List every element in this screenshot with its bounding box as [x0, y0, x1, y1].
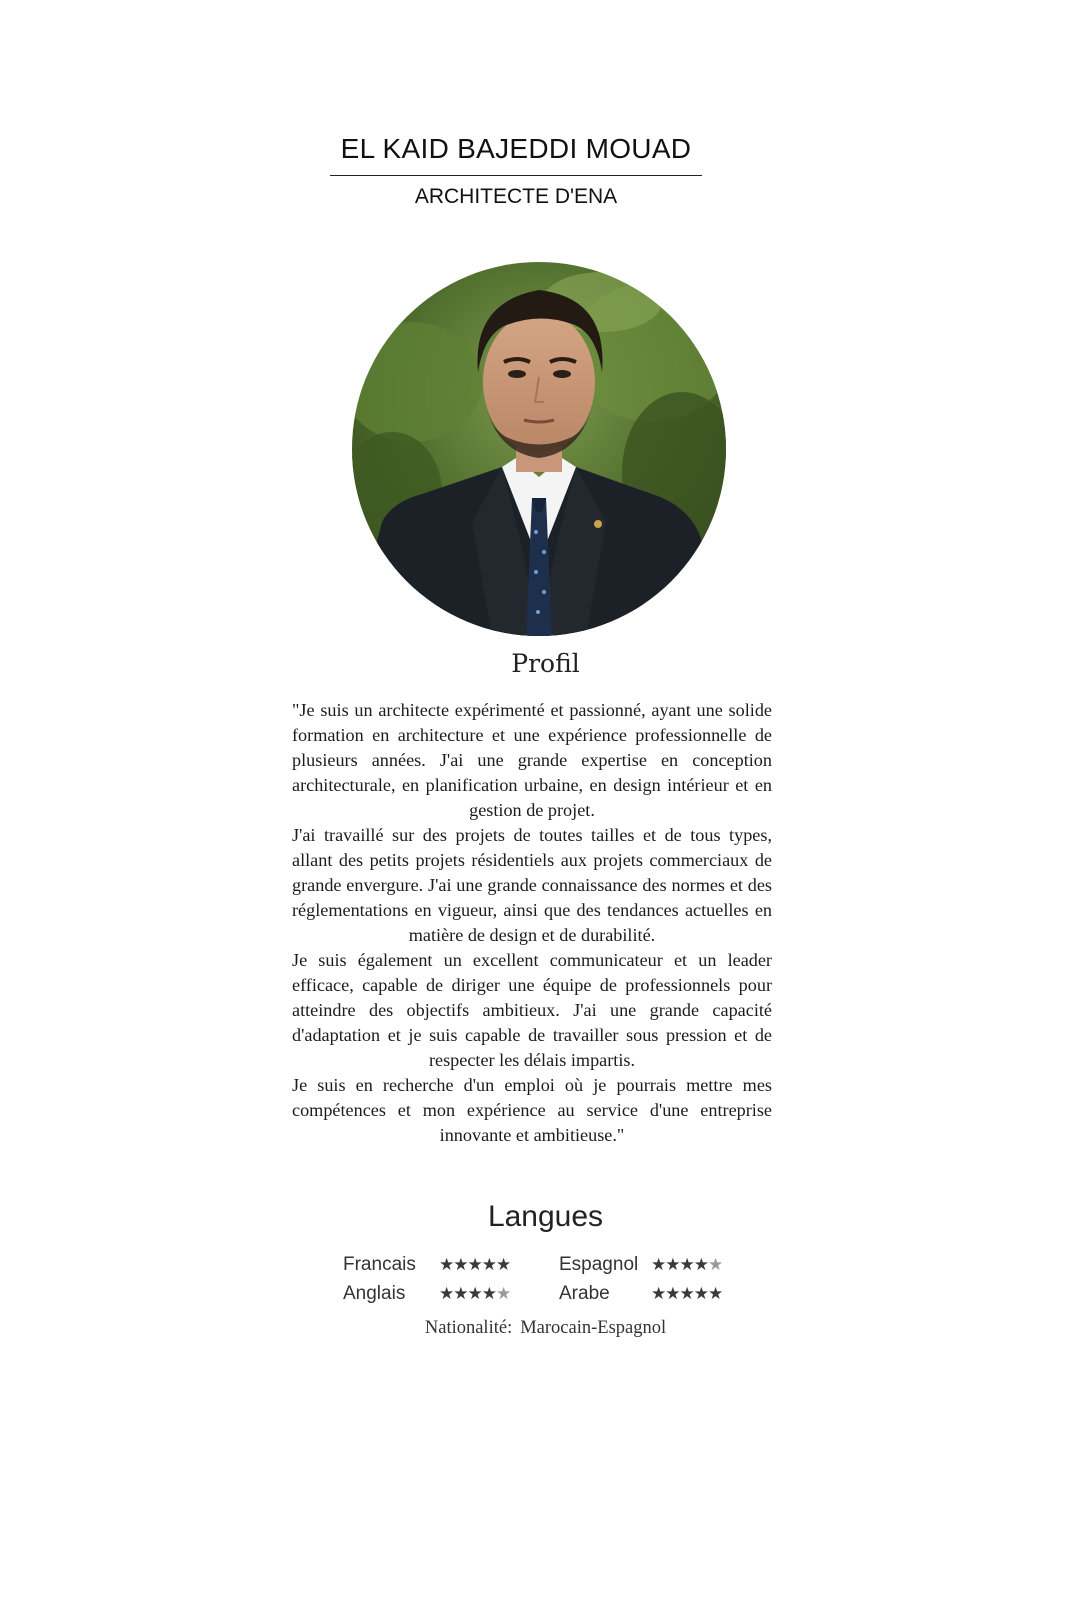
nationality — [0, 1318, 1091, 1339]
star-filled-icon: ★ — [467, 1284, 482, 1304]
star-filled-icon: ★ — [496, 1255, 511, 1275]
language-name: Arabe — [559, 1283, 610, 1304]
star-filled-icon: ★ — [467, 1255, 482, 1275]
language-rating — [651, 1283, 763, 1305]
person-name: EL KAID BAJEDDI MOUAD — [340, 133, 692, 164]
star-filled-icon: ★ — [481, 1284, 496, 1304]
star-filled-icon: ★ — [439, 1255, 454, 1275]
language-name: Francais — [343, 1254, 416, 1275]
language-name: Espagnol — [559, 1254, 639, 1275]
language-name: Anglais — [343, 1283, 406, 1304]
star-empty-icon: ★ — [708, 1255, 723, 1275]
star-filled-icon: ★ — [453, 1255, 468, 1275]
name-divider — [330, 175, 702, 176]
language-rating — [439, 1254, 559, 1276]
star-filled-icon: ★ — [693, 1284, 708, 1304]
star-filled-icon: ★ — [651, 1284, 666, 1304]
star-filled-icon: ★ — [665, 1284, 680, 1304]
star-empty-icon: ★ — [496, 1284, 511, 1304]
language-rating — [439, 1283, 559, 1305]
star-filled-icon: ★ — [679, 1284, 694, 1304]
star-filled-icon: ★ — [665, 1255, 680, 1275]
profile-paragraph: Je suis également un excellent communicateur et un leader efficace, capable de diriger une équipe de professionnels pour atteindre des objectifs ambitieux. J'ai une grande capacité d'adaptation et je suis capable de travailler sous pression et de respecter les délais impartis. — [292, 950, 772, 1070]
profile-section-title: Profil — [511, 649, 580, 678]
nationality-value: Marocain-Espagnol — [520, 1318, 667, 1338]
star-filled-icon: ★ — [708, 1284, 723, 1304]
language-rating — [651, 1254, 763, 1276]
profile-paragraph: "Je suis un architecte expérimenté et passionné, ayant une solide formation en architecture et une expérience professionnelle de plusieurs années. J'ai une grande expertise en conception architecturale, en planification urbaine, en design intérieur et en gestion de projet. — [292, 700, 772, 820]
job-title: ARCHITECTE D'ENA — [414, 185, 618, 208]
profile-paragraph: J'ai travaillé sur des projets de toutes tailles et de tous types, allant des petits projets résidentiels aux projets commerciaux de grande envergure. J'ai une grande connaissance des normes et des réglementations en vigueur, ainsi que des tendances actuelles en matière de design et de durabilité. — [292, 825, 772, 945]
languages-section-title: Langues — [487, 1200, 604, 1233]
nationality-label: Nationalité: — [424, 1318, 513, 1338]
profile-photo — [352, 262, 726, 636]
languages-list — [343, 1254, 763, 1305]
star-filled-icon: ★ — [439, 1284, 454, 1304]
star-filled-icon: ★ — [481, 1255, 496, 1275]
star-filled-icon: ★ — [679, 1255, 694, 1275]
star-filled-icon: ★ — [651, 1255, 666, 1275]
star-filled-icon: ★ — [693, 1255, 708, 1275]
profile-text — [292, 698, 772, 1148]
profile-paragraph: Je suis en recherche d'un emploi où je pourrais mettre mes compétences et mon expérience au service d'une entreprise innovante et ambitieuse." — [292, 1075, 772, 1145]
star-filled-icon: ★ — [453, 1284, 468, 1304]
